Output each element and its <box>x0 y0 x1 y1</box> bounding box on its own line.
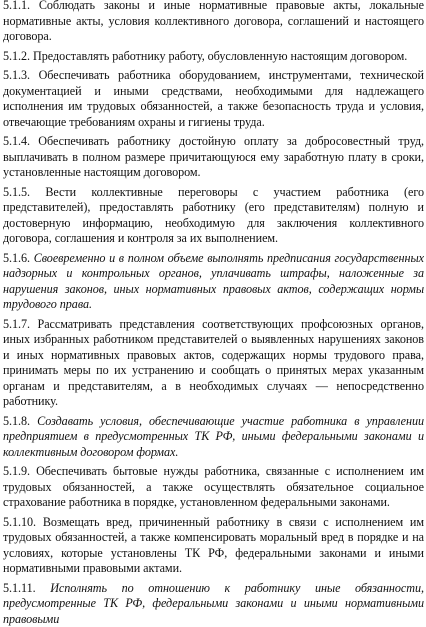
clause-text: Обеспечивать работника оборудованием, инструментами, технической документацией и иными средствами, необходимыми для надлежащего исполнения им трудовых обязанностей, а также безопасность труда и условия, отвечающие требованиям охраны и гигиены труда. <box>3 68 424 129</box>
clause-number: 5.1.1. <box>3 0 30 12</box>
clause-5-1-9 <box>3 464 424 511</box>
clause-5-1-3 <box>3 68 424 130</box>
clause-number: 5.1.8. <box>3 414 30 428</box>
clause-text: Обеспечивать работнику достойную оплату за добросовестный труд, выплачивать в полном размере причитающуюся ему заработную плату в сроки, установленные настоящим договором. <box>3 134 424 179</box>
clause-text: Исполнять по отношению к работнику иные обязанности, предусмотренные ТК РФ, федеральными законами и иными нормативными правовыми <box>3 581 424 626</box>
clause-text: Возмещать вред, причиненный работнику в связи с исполнением им трудовых обязанностей, а также компенсировать моральный вред в порядке и на условиях, которые установлены ТК РФ, федеральными законами и иными нормативными правовыми актами. <box>3 515 424 576</box>
clause-text: Своевременно и в полном объеме выполнять предписания государственных надзорных и контрольных органов, уплачивать штрафы, наложенные за нарушения законов, иных нормативных правовых актов, содержащих нормы трудового права. <box>3 251 424 312</box>
clause-number: 5.1.6. <box>3 251 30 265</box>
clause-number: 5.1.4. <box>3 134 30 148</box>
clause-text: Создавать условия, обеспечивающие участие работника в управлении предприятием в предусмотренных ТК РФ, иными федеральными законами и коллективным договором формах. <box>3 414 424 459</box>
clause-5-1-5 <box>3 185 424 247</box>
clause-text: Соблюдать законы и иные нормативные правовые акты, локальные нормативные акты, условия коллективного договора, соглашений и настоящего договора. <box>3 0 424 43</box>
clause-5-1-1 <box>3 0 424 45</box>
clause-number: 5.1.7. <box>3 317 30 331</box>
clause-number: 5.1.3. <box>3 68 30 82</box>
clause-5-1-10 <box>3 515 424 577</box>
clause-5-1-2 <box>3 49 424 65</box>
clause-number: 5.1.11. <box>3 581 36 595</box>
clause-text: Обеспечивать бытовые нужды работника, связанные с исполнением им трудовых обязанностей, а также осуществлять обязательное социальное страхование работника в порядке, установленном федеральными законами. <box>3 464 424 509</box>
clause-number: 5.1.9. <box>3 464 30 478</box>
clause-number: 5.1.10. <box>3 515 36 529</box>
clause-text: Предоставлять работнику работу, обусловленную настоящим договором. <box>33 49 407 63</box>
clause-text: Вести коллективные переговоры с участием работника (его представителей), предоставлять работнику (его представителям) полную и достоверную информацию, необходимую для заключения коллективного договора, соглашения и контроля за их выполнением. <box>3 185 424 246</box>
clause-number: 5.1.2. <box>3 49 30 63</box>
clause-text: Рассматривать представления соответствующих профсоюзных органов, иных избранных работником представителей о выявленных нарушениях законов и иных нормативных правовых актов, содержащих нормы трудового права, принимать меры по их устранению и сообщать о принятых мерах указанным органам и представителям, а в необходимых случаях — непосредственно работнику. <box>3 317 424 409</box>
clause-5-1-11 <box>3 581 424 627</box>
clause-5-1-4 <box>3 134 424 181</box>
clause-number: 5.1.5. <box>3 185 30 199</box>
clause-5-1-8 <box>3 414 424 461</box>
clause-5-1-6 <box>3 251 424 313</box>
clause-5-1-7 <box>3 317 424 410</box>
